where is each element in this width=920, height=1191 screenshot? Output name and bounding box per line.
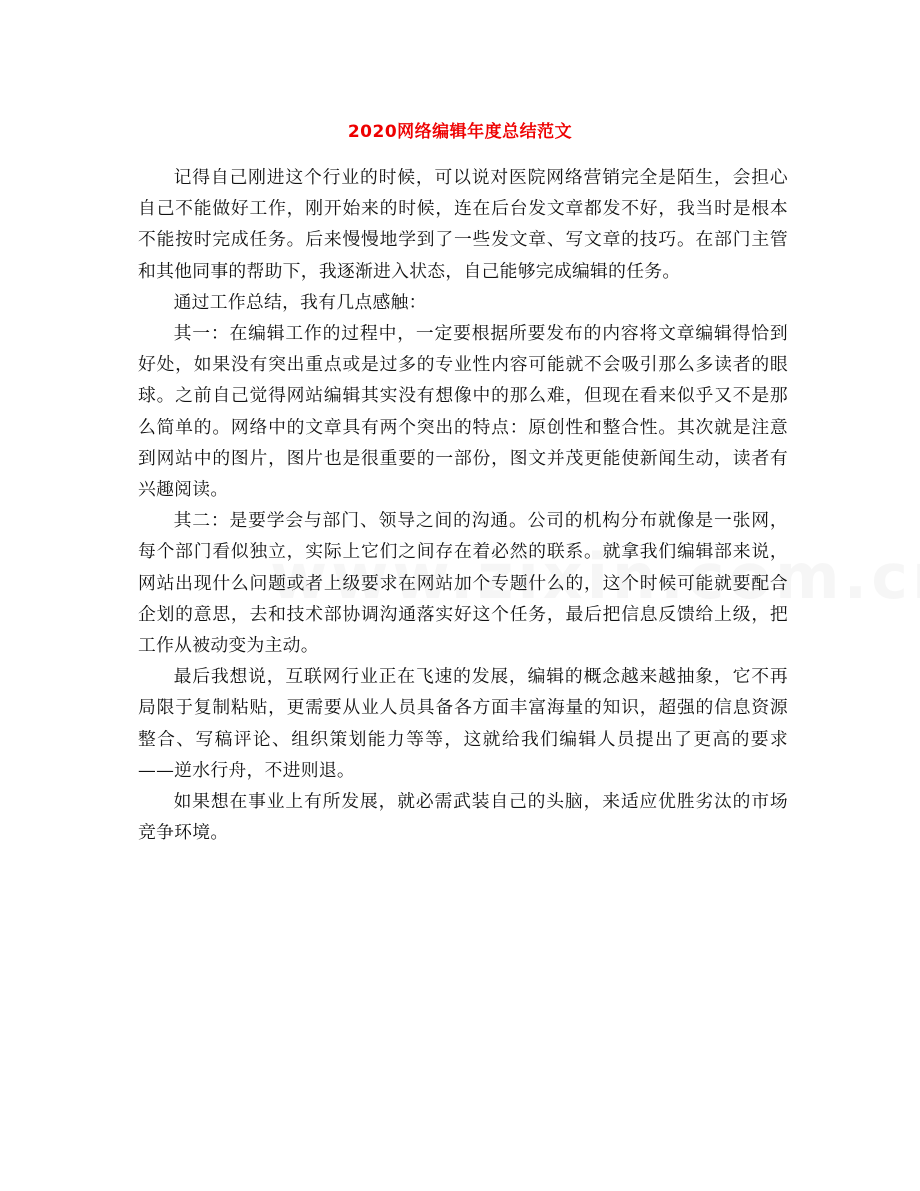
paragraph-final: 如果想在事业上有所发展，就必需武装自己的头脑，来适应优胜劣汰的市场竞争环境。 [138,791,788,844]
document-title: 2020网络编辑年度总结范文 [347,122,573,142]
paragraph-point-one: 其一：在编辑工作的过程中，一定要根据所要发布的内容将文章编辑得恰到好处，如果没有突出重点或是过多的专业性内容可能就不会吸引那么多读者的眼球。之前自己觉得网站编辑其实没有想像中的那么难，但现在看来似乎又不是那么简单的。网络中的文章具有两个突出的特点：原创性和整合性。其次就是注意到网站中的图片，图片也是很重要的一部份，图文并茂更能使新闻生动，读者有兴趣阅读。 [138,323,788,501]
paragraph-summary-lead: 通过工作总结，我有几点感触： [173,291,427,313]
document-body [138,162,788,848]
paragraph-point-two: 其二：是要学会与部门、领导之间的沟通。公司的机构分布就像是一张网，每个部门看似独立，实际上它们之间存在着必然的联系。就拿我们编辑部来说，网站出现什么问题或者上级要求在网站加个专题什么的，这个时候可能就要配合企划的意思，去和技术部协调沟通落实好这个任务，最后把信息反馈给上级，把工作从被动变为主动。 [138,510,788,657]
paragraph-intro: 记得自己刚进这个行业的时候，可以说对医院网络营销完全是陌生，会担心自己不能做好工作，刚开始来的时候，连在后台发文章都发不好，我当时是根本不能按时完成任务。后来慢慢地学到了一些发文章、写文章的技巧。在部门主管和其他同事的帮助下，我逐渐进入状态，自己能够完成编辑的任务。 [138,167,788,282]
paragraph-closing: 最后我想说，互联网行业正在飞速的发展，编辑的概念越来越抽象，它不再局限于复制粘贴，更需要从业人员具备各方面丰富海量的知识，超强的信息资源整合、写稿评论、组织策划能力等等，这就给我们编辑人员提出了更高的要求——逆水行舟，不进则退。 [138,666,788,781]
